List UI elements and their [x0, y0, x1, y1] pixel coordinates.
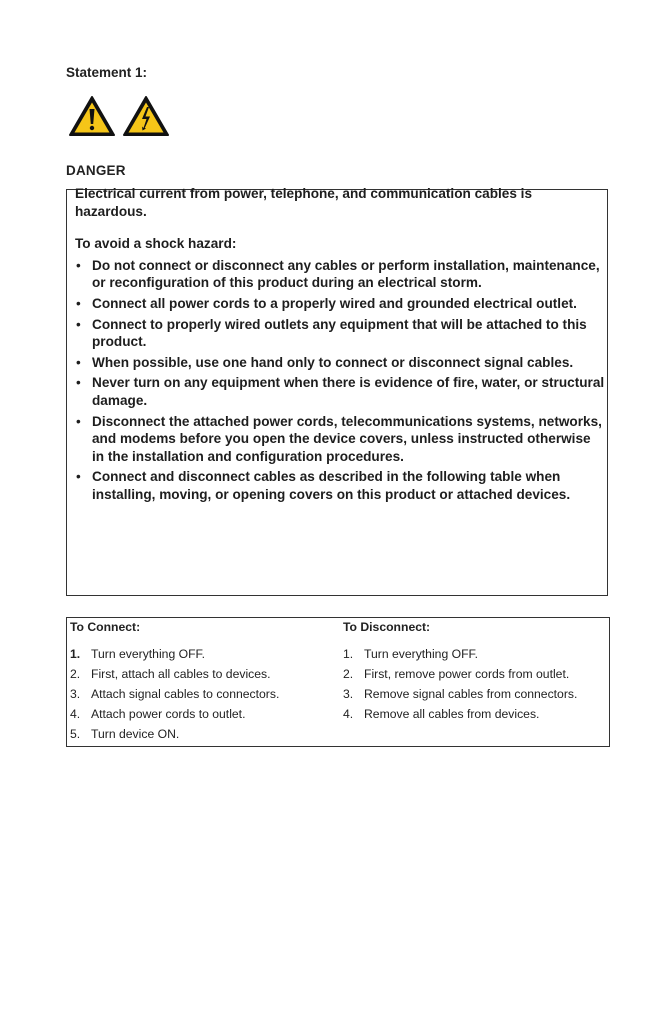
danger-bullet-list — [75, 257, 605, 504]
connect-step: 2. First, attach all cables to devices. — [70, 667, 271, 681]
warning-exclamation-icon — [68, 95, 116, 137]
danger-lead: To avoid a shock hazard: — [75, 236, 237, 252]
disconnect-column — [343, 619, 577, 724]
list-item: • Connect to properly wired outlets any equipment that will be attached to this product. — [76, 316, 587, 350]
connect-step: 4. Attach power cords to outlet. — [70, 707, 246, 721]
disconnect-step: 2. First, remove power cords from outlet. — [343, 667, 570, 681]
disconnect-step: 3. Remove signal cables from connectors. — [343, 687, 578, 701]
danger-label: DANGER — [66, 163, 126, 178]
statement-title: Statement 1: — [66, 65, 148, 80]
list-item: • Connect and disconnect cables as described in the following table when installing, moving, or opening covers on this product or attached devices. — [76, 469, 571, 502]
hazard-icons — [68, 95, 170, 137]
connect-header: To Connect: — [70, 620, 141, 634]
connect-step: 1. Turn everything OFF. — [70, 647, 206, 661]
list-item: • Never turn on any equipment when there is evidence of fire, water, or structural damage. — [76, 375, 605, 408]
electrical-hazard-icon — [122, 95, 170, 137]
list-item: • Disconnect the attached power cords, telecommunications systems, networks, and modems before you open the device covers, unless instructed otherwise in the installation and configuration procedures. — [76, 413, 602, 464]
disconnect-step: 4. Remove all cables from devices. — [343, 707, 540, 721]
connect-step: 5. Turn device ON. — [70, 727, 180, 741]
connect-step: 3. Attach signal cables to connectors. — [70, 687, 280, 701]
list-item: • When possible, use one hand only to connect or disconnect signal cables. — [76, 354, 574, 370]
connect-column — [70, 619, 279, 744]
danger-content — [75, 185, 605, 507]
danger-intro: Electrical current from power, telephone, and communication cables is hazardous. — [75, 186, 533, 219]
list-item: • Connect all power cords to a properly wired and grounded electrical outlet. — [76, 295, 577, 311]
disconnect-header: To Disconnect: — [343, 620, 431, 634]
disconnect-step: 1. Turn everything OFF. — [343, 647, 479, 661]
list-item: • Do not connect or disconnect any cables or perform installation, maintenance, or reconfiguration of this product during an electrical storm. — [76, 257, 600, 291]
